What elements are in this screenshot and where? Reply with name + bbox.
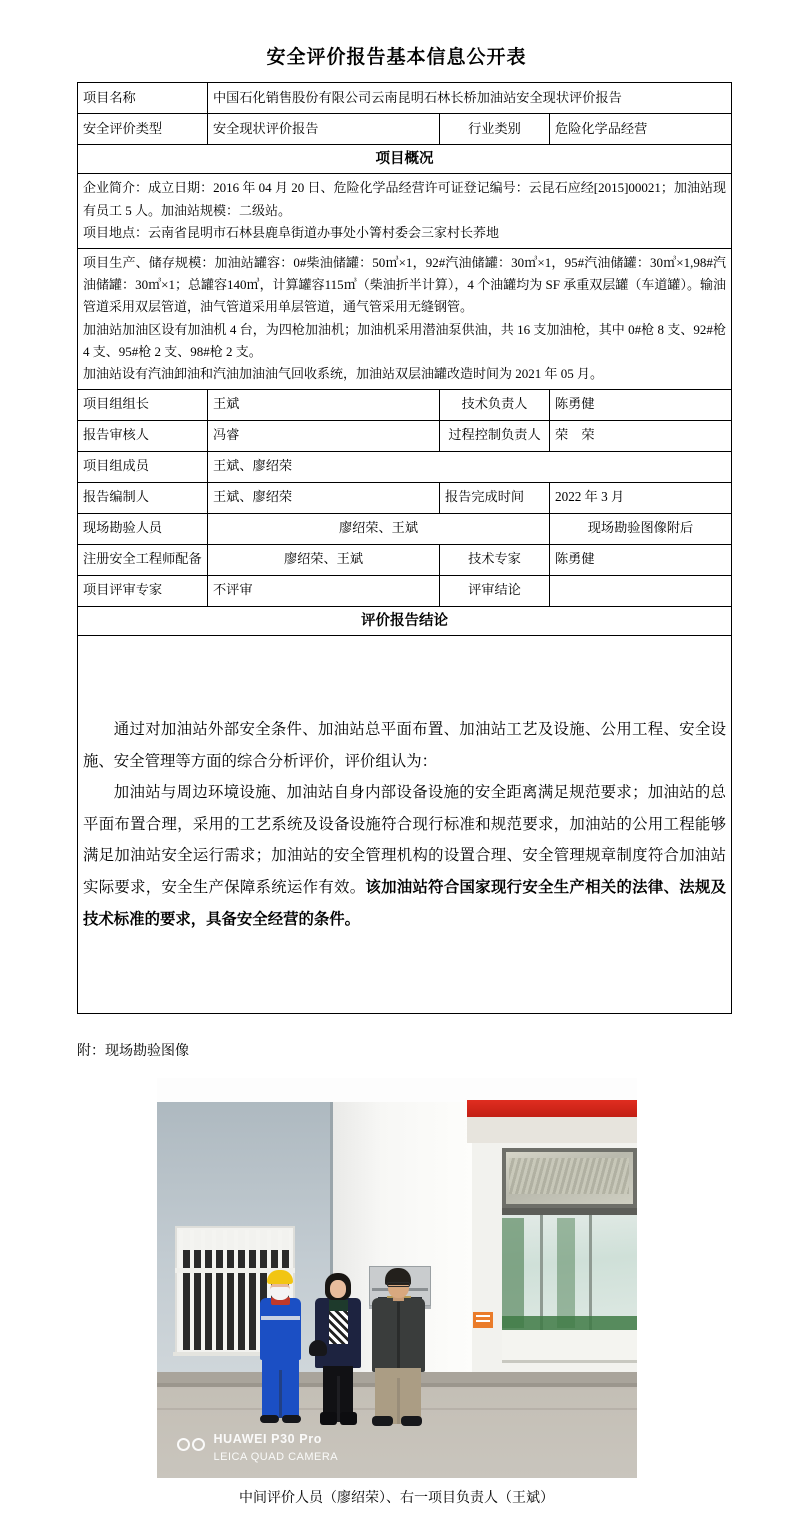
project-location-text: 项目地点：云南省昆明市石林县鹿阜街道办事处小箐村委会三家村长荞地	[83, 225, 500, 241]
compiler-label: 报告编制人	[78, 482, 208, 513]
conclusion-body	[78, 636, 732, 1014]
photo-person-worker-shoe	[260, 1415, 279, 1423]
photo-person-center-shirt-top	[329, 1300, 348, 1311]
photo-person-worker-helmet	[267, 1270, 293, 1284]
photo-person-center-boot	[320, 1412, 337, 1425]
reviewer-label: 报告审核人	[78, 420, 208, 451]
overview-scale	[78, 248, 732, 389]
group-leader-value: 王斌	[208, 389, 440, 420]
survey-staff-value: 廖绍荣、王斌	[208, 513, 550, 544]
table-row	[78, 575, 732, 606]
tech-expert-value: 陈勇健	[550, 544, 732, 575]
survey-images-note: 现场勘验图像附后	[550, 513, 732, 544]
photo-caption: 中间评价人员（廖绍荣）、右一项目负责人（王斌）	[239, 1491, 554, 1507]
table-row	[78, 83, 732, 114]
table-row	[78, 636, 732, 1014]
vapor-recovery-text: 加油站设有汽油卸油和汽油加油油气回收系统，加油站双层油罐改造时间为 2021 年 05 月。	[83, 366, 604, 382]
registered-engineer-label: 注册安全工程师配备	[78, 544, 208, 575]
table-row	[78, 451, 732, 482]
photo-service-counter	[502, 1330, 637, 1362]
photo-green-column	[557, 1218, 575, 1328]
industry-category-value: 危险化学品经营	[550, 114, 732, 145]
table-row	[78, 248, 732, 389]
photo-person-worker-leg-gap	[279, 1370, 282, 1418]
photo-person-right-glasses	[387, 1282, 410, 1287]
site-survey-photo	[157, 1078, 637, 1478]
compiler-value: 王斌、廖绍荣	[208, 482, 440, 513]
page-title: 安全评价报告基本信息公开表	[266, 47, 527, 68]
photo-person-worker-shoe	[282, 1415, 301, 1423]
storage-scale-text: 项目生产、储存规模：加油站罐容：0#柴油储罐：50㎥×1，92#汽油储罐：30㎥×1，95#汽油储罐：30㎥×1,98#汽油储罐：30㎥×1；总罐容140㎥，计算罐容115㎥（柴油折半计算），4 个油罐均为 SF 承重双层罐（车道罐）。输油管道采用双层管道，油气管道采用单层管道，通气管采用无缝钢管。	[83, 254, 726, 315]
photo-sky	[157, 1078, 637, 1102]
photo-person-right-shoe	[372, 1416, 393, 1426]
tech-lead-value: 陈勇健	[550, 389, 732, 420]
tech-lead-label: 技术负责人	[440, 389, 550, 420]
photo-person-center-boot	[340, 1412, 357, 1425]
photo-person-center-face	[330, 1280, 346, 1298]
eval-type-value: 安全现状评价报告	[208, 114, 440, 145]
project-name-value: 中国石化销售股份有限公司云南昆明石林长桥加油站安全现状评价报告	[208, 83, 732, 114]
dispenser-text: 加油站加油区设有加油机 4 台，为四枪加油机；加油机采用潜油泵供油，共 16 支加油枪，其中 0#枪 8 支、92#枪 4 支、95#枪 2 支、98#枪 2 支。	[83, 321, 726, 359]
section-header-conclusion: 评价报告结论	[78, 606, 732, 635]
registered-engineer-value: 廖绍荣、王斌	[208, 544, 440, 575]
review-expert-value: 不评审	[208, 575, 440, 606]
tech-expert-label: 技术专家	[440, 544, 550, 575]
watermark-device: HUAWEI P30 Pro	[213, 1431, 322, 1446]
eval-type-label: 安全评价类型	[78, 114, 208, 145]
table-row	[78, 513, 732, 544]
review-conclusion-label: 评审结论	[440, 575, 550, 606]
finish-time-value: 2022 年 3 月	[550, 482, 732, 513]
photo-watermark	[177, 1430, 339, 1465]
review-conclusion-value	[550, 575, 732, 606]
company-intro-text: 企业简介：成立日期：2016 年 04 月 20 日、危险化学品经营许可证登记编号：云昆石应经[2015]00021；加油站现有员工 5 人。加油站规模：二级站。	[83, 180, 726, 218]
photo-person-worker-stripe	[261, 1316, 300, 1320]
table-row	[78, 174, 732, 248]
photo-red-canopy	[467, 1100, 637, 1117]
group-leader-label: 项目组组长	[78, 389, 208, 420]
conclusion-para-2	[83, 777, 726, 935]
table-row	[78, 420, 732, 451]
photo-green-column	[502, 1218, 524, 1328]
members-value: 王斌、廖绍荣	[208, 451, 732, 482]
process-control-value: 荣 荣	[550, 420, 732, 451]
members-label: 项目组成员	[78, 451, 208, 482]
photo-green-base-band	[502, 1316, 637, 1330]
table-row	[78, 389, 732, 420]
table-row	[78, 145, 732, 174]
process-control-label: 过程控制负责人	[440, 420, 550, 451]
camera-lens-icon	[177, 1438, 207, 1456]
section-header-overview: 项目概况	[78, 145, 732, 174]
table-row	[78, 606, 732, 635]
photo-upper-window-sill	[502, 1208, 637, 1215]
photo-warning-placard	[473, 1312, 493, 1328]
table-row	[78, 544, 732, 575]
conclusion-para-2-normal: 加油站与周边环境设施、加油站自身内部设备设施的安全距离满足规范要求；加油站的总平面布置合理，采用的工艺系统及设备设施符合现行标准和规范要求，加油站的公用工程能够满足加油站安全运行需求；加油站的安全管理机构的设置合理、安全管理规章制度符合加油站实际要求，安全生产保障系统运作有效。	[83, 784, 726, 897]
photo-canopy-underside	[467, 1117, 637, 1143]
table-row	[78, 114, 732, 145]
attachment-note: 附：现场勘验图像	[77, 1044, 189, 1060]
info-table	[77, 82, 732, 1014]
industry-category-label: 行业类别	[440, 114, 550, 145]
photo-counter-edge	[502, 1360, 637, 1363]
conclusion-para-2-bold: 该加油站符合国家现行安全生产相关的法律、法规及技术标准的要求，具备安全经营的条件。	[83, 879, 726, 928]
photo-window-reflection	[509, 1158, 629, 1194]
photo-person-right-shoe	[401, 1416, 422, 1426]
reviewer-value: 冯睿	[208, 420, 440, 451]
photo-person-worker-body	[260, 1298, 301, 1360]
photo-person-right-zipper	[397, 1302, 400, 1368]
project-name-label: 项目名称	[78, 83, 208, 114]
review-expert-label: 项目评审专家	[78, 575, 208, 606]
photo-person-center-held-helmet	[309, 1340, 327, 1356]
table-row	[78, 482, 732, 513]
conclusion-para-1: 通过对加油站外部安全条件、加油站总平面布置、加油站工艺及设施、公用工程、安全设施、安全管理等方面的综合分析评价，评价组认为：	[83, 721, 726, 770]
overview-company-intro	[78, 174, 732, 248]
survey-staff-label: 现场勘验人员	[78, 513, 208, 544]
finish-time-label: 报告完成时间	[440, 482, 550, 513]
watermark-camera: LEICA QUAD CAMERA	[213, 1450, 339, 1463]
photo-person-right-leg-gap	[397, 1378, 400, 1424]
